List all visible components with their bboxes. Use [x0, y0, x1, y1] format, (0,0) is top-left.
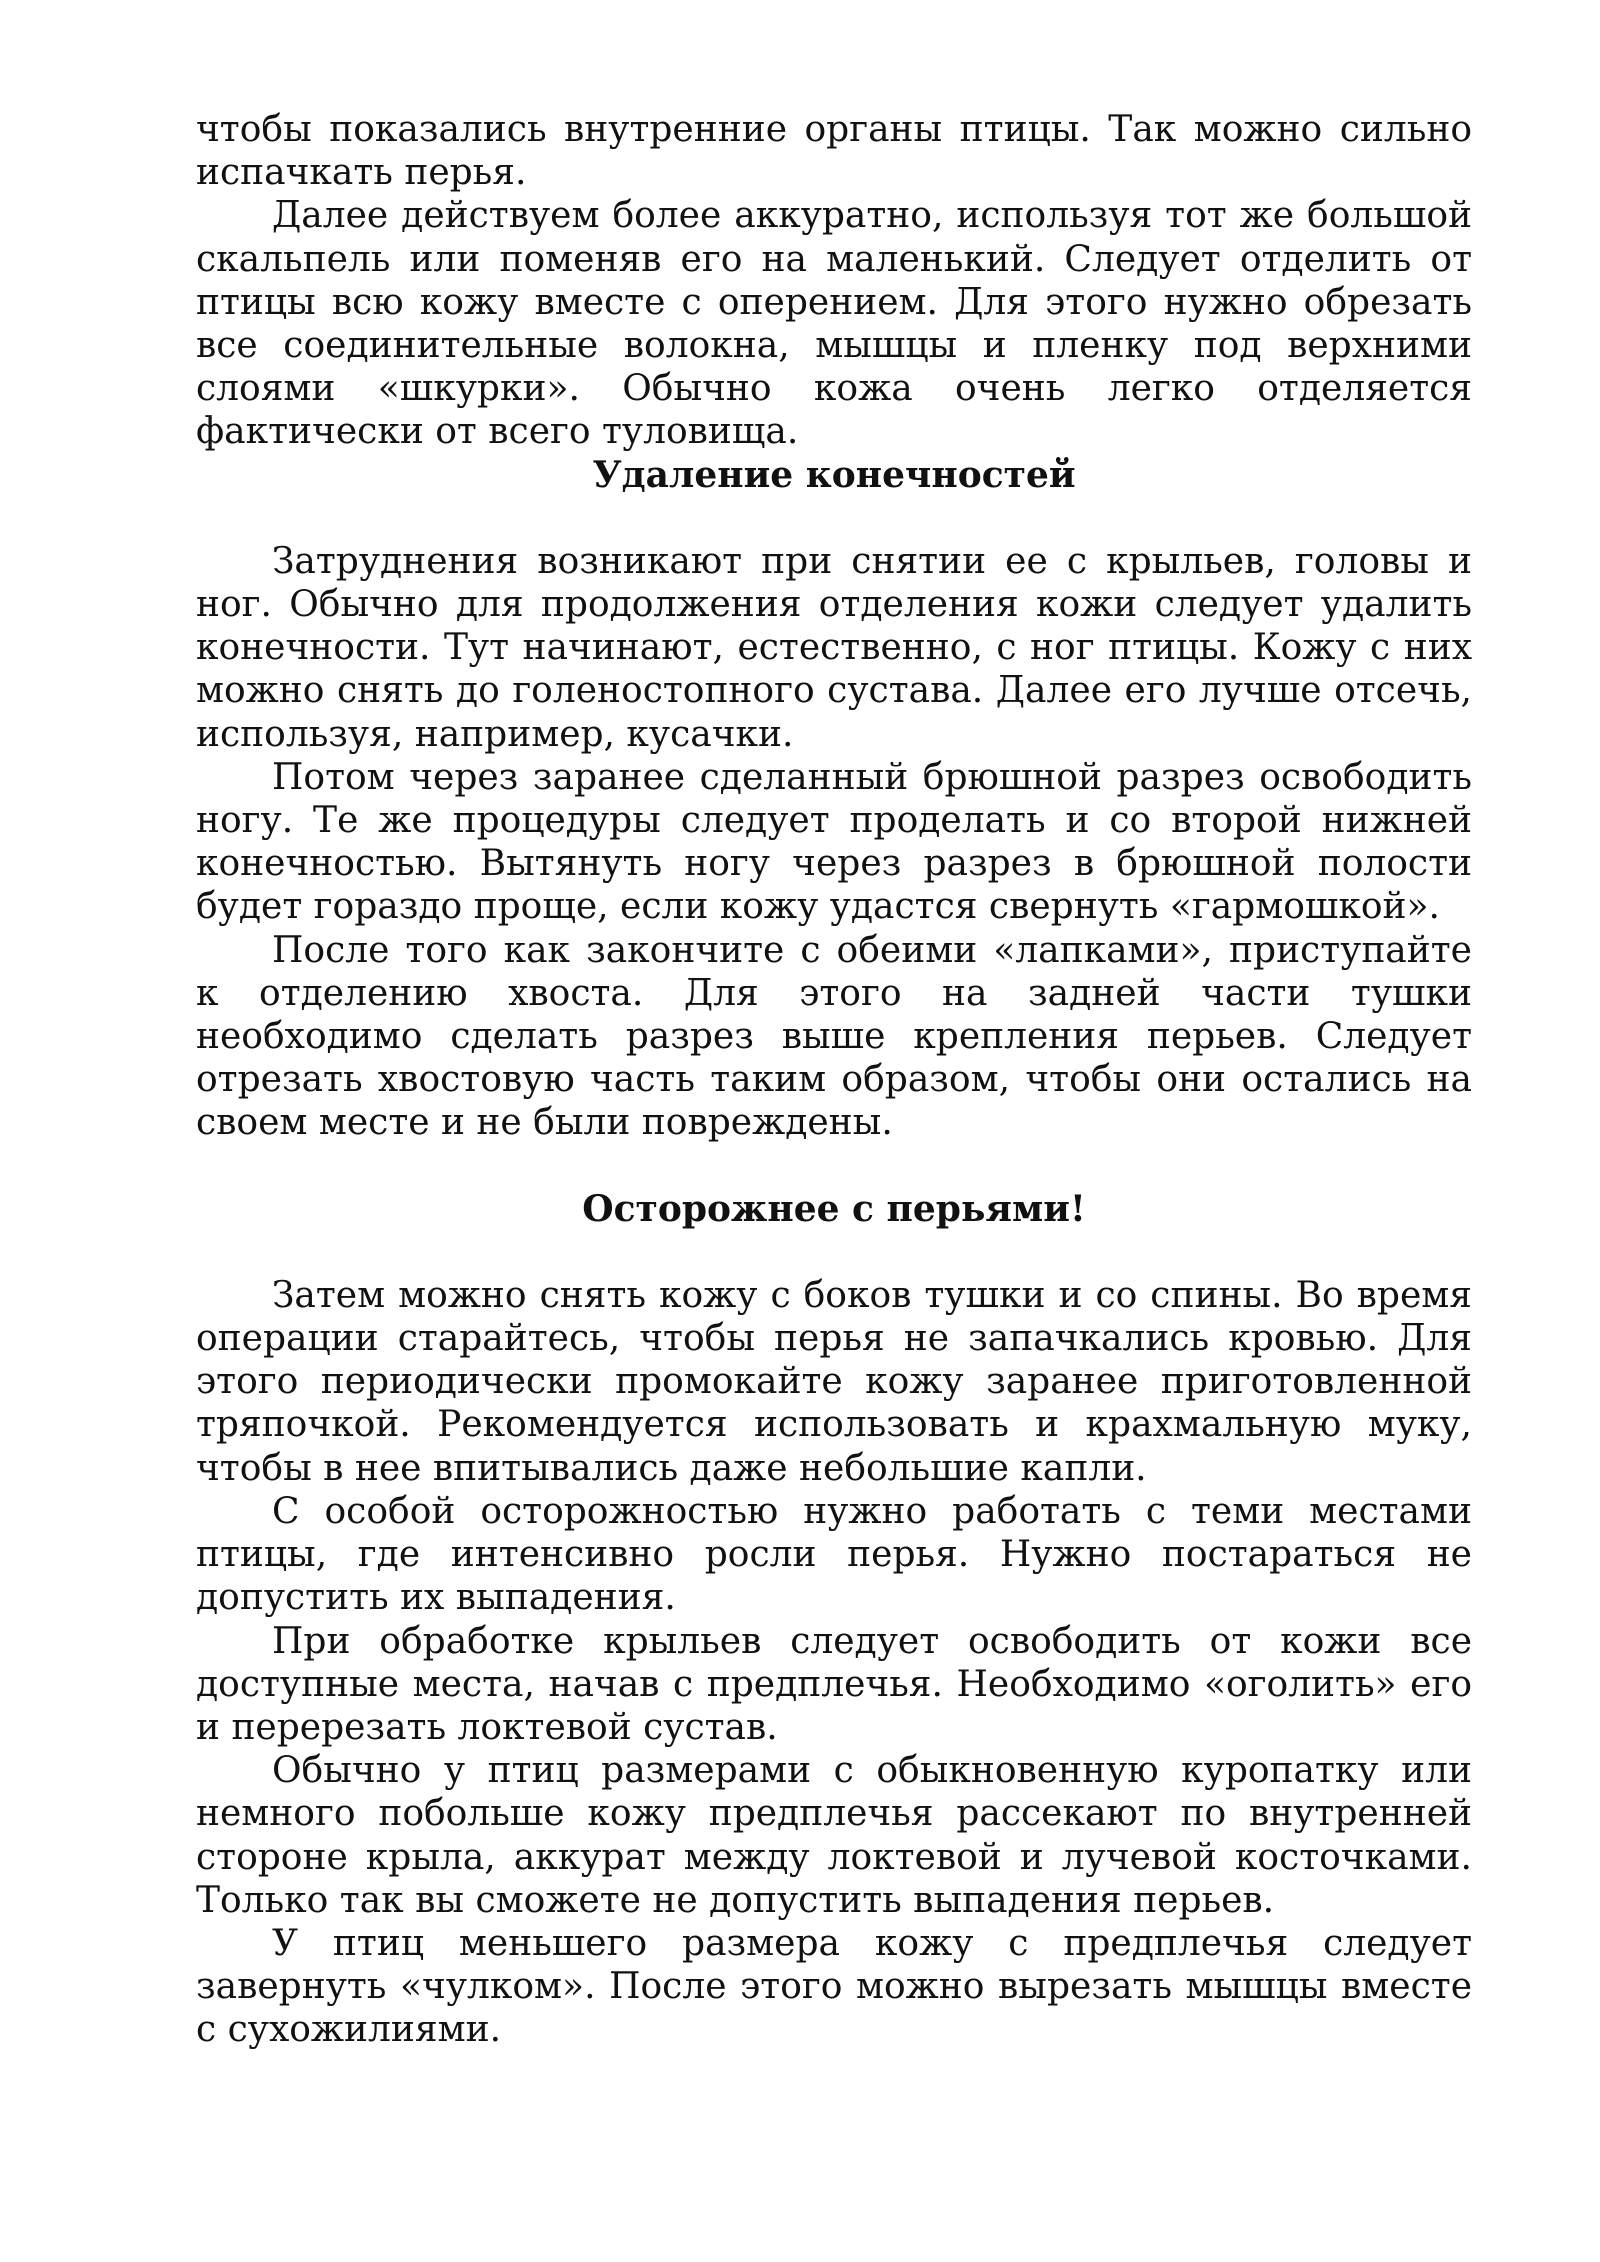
- section-heading: Осторожнее с перьями!: [582, 1187, 1086, 1230]
- paragraph: У птиц меньшего размера кожу с предплечья следует завернуть «чулком». После этого можно вырезать мышцы вместе с сухожилиями.: [196, 1922, 1472, 2051]
- paragraph: При обработке крыльев следует освободить от кожи все доступные места, начав с предплечья. Необходимо «оголить» его и перерезать локтевой сустав.: [196, 1620, 1472, 1748]
- document-page: [196, 108, 1472, 2052]
- paragraph: Далее действуем более аккуратно, используя тот же большой скальпель или поменяв его на маленький. Следует отделить от птицы всю кожу вместе с оперением. Для этого нужно обрезать все соединительные волокна, мышцы и пленку под верхними слоями «шкурки». Обычно кожа очень легко отделяется фактически от всего туловища.: [196, 195, 1472, 453]
- paragraph: Потом через заранее сделанный брюшной разрез освободить ногу. Те же процедуры следует проделать и со второй нижней конечностью. Вытянуть ногу через разрез в брюшной полости будет гораздо проще, если кожу удастся свернуть «гармошкой».: [196, 756, 1472, 928]
- paragraph: Затруднения возникают при снятии ее с крыльев, головы и ног. Обычно для продолжения отделения кожи следует удалить конечности. Тут начинают, естественно, с ног птицы. Кожу с них можно снять до голеностопного сустава. Далее его лучше отсечь, используя, например, кусачки.: [196, 540, 1472, 755]
- paragraph: Обычно у птиц размерами с обыкновенную куропатку или немного побольше кожу предплечья рассекают по внутренней стороне крыла, аккурат между локтевой и лучевой косточками. Только так вы сможете не допустить выпадения перьев.: [196, 1750, 1472, 1921]
- paragraph: С особой осторожностью нужно работать с теми местами птицы, где интенсивно росли перья. Нужно постараться не допустить их выпадения.: [196, 1490, 1472, 1619]
- paragraph: чтобы показались внутренние органы птицы. Так можно сильно испачкать перья.: [196, 109, 1472, 194]
- section-heading: Удаление конечностей: [592, 453, 1076, 496]
- paragraph: После того как закончите с обеими «лапками», приступайте к отделению хвоста. Для этого на задней части тушки необходимо сделать разрез выше крепления перьев. Следует отрезать хвостовую часть таким образом, чтобы они остались на своем месте и не были повреждены.: [196, 929, 1472, 1144]
- paragraph: Затем можно снять кожу с боков тушки и со спины. Во время операции старайтесь, чтобы перья не запачкались кровью. Для этого периодически промокайте кожу заранее приготовленной тряпочкой. Рекомендуется использовать и крахмальную муку, чтобы в нее впитывались даже небольшие капли.: [196, 1274, 1472, 1489]
